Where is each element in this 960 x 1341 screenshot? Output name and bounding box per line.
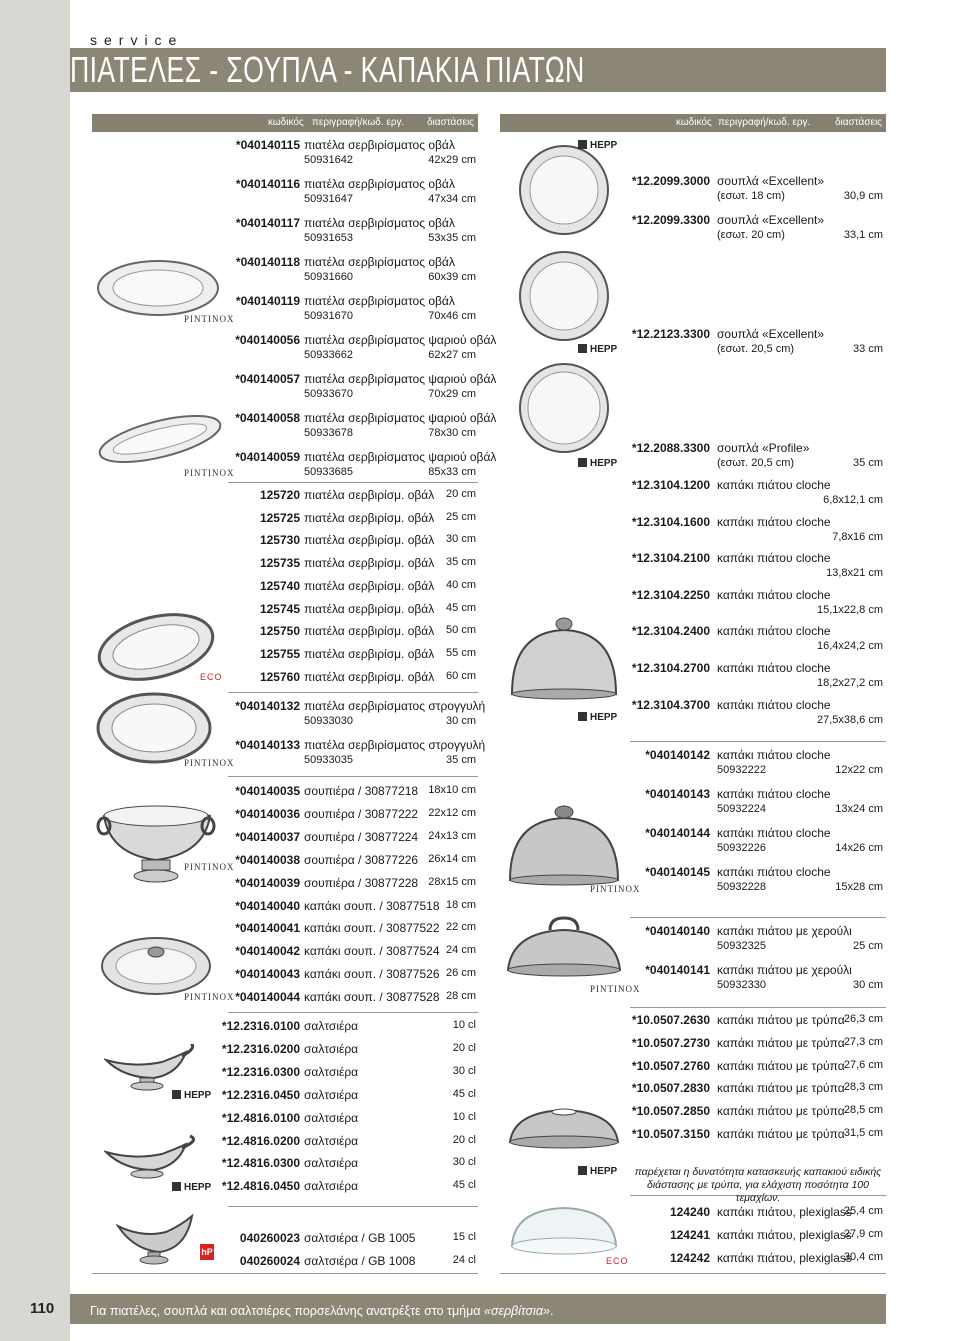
product-dim: 30 cm xyxy=(446,715,476,727)
product-dim: 15 cl xyxy=(452,1231,476,1243)
product-desc: καπάκι πιάτου με τρύπα xyxy=(717,1081,845,1096)
product-dim: 62x27 cm xyxy=(428,349,476,361)
product-dim: 20 cl xyxy=(452,1041,476,1054)
product-dim: 28,3 cm xyxy=(843,1081,883,1094)
product-sub: 50933678 xyxy=(304,427,353,439)
product-dim: 45 cl xyxy=(452,1179,476,1192)
hepp-mark-icon xyxy=(578,140,587,149)
product-desc: σαλτσιέρα / GB 1005 xyxy=(304,1231,416,1245)
product-dim: 26 cm xyxy=(446,967,476,980)
row-divider xyxy=(228,1012,478,1013)
product-desc: καπάκι πιάτου cloche xyxy=(717,826,831,840)
product-code: *12.2316.0300 xyxy=(221,1064,300,1079)
product-code: 040260024 xyxy=(239,1254,300,1268)
product-desc: καπάκι πιάτου με τρύπα xyxy=(717,1035,845,1050)
product-desc: σουπιέρα / 30877224 xyxy=(304,829,419,844)
hepp-mark-icon xyxy=(578,712,587,721)
product-desc: πιατέλα σερβιρίσμ. οβάλ xyxy=(304,533,435,548)
left-sidebar-band xyxy=(0,0,70,1341)
product-code: 125750 xyxy=(259,624,300,639)
col-desc-label: περιγραφή/κωδ. εργ. xyxy=(718,117,811,128)
hepp-mark-icon xyxy=(578,1166,587,1175)
product-code: 125735 xyxy=(259,556,300,571)
product-dim: 30,9 cm xyxy=(843,190,883,202)
product-dim: 30 cm xyxy=(446,533,476,546)
product-desc: πιατέλα σερβιρίσματος οβάλ xyxy=(304,255,455,269)
row-divider xyxy=(228,776,478,777)
product-code: *12.3104.1200 xyxy=(631,478,710,492)
product-desc: καπάκι πιάτου cloche xyxy=(717,587,831,602)
product-code: *12.2099.3300 xyxy=(631,213,710,227)
row-divider xyxy=(630,1007,886,1008)
product-code: *10.0507.3150 xyxy=(631,1127,710,1141)
product-desc: καπάκι σουπ. / 30877528 xyxy=(304,990,440,1005)
product-code: *12.2088.3300 xyxy=(631,441,710,455)
product-dim: 35 cm xyxy=(446,556,476,569)
product-desc: πιατέλα σερβιρίσμ. οβάλ xyxy=(304,624,435,639)
sauce-boat-image xyxy=(104,1044,196,1094)
product-code: *040140056 xyxy=(235,333,300,347)
product-dim: 13x24 cm xyxy=(835,803,883,815)
product-code: *10.0507.2630 xyxy=(631,1013,710,1027)
product-dim: 55 cm xyxy=(446,646,476,659)
product-desc: καπάκι πιάτου cloche xyxy=(717,697,831,712)
product-desc: καπάκι σουπ. / 30877522 xyxy=(304,921,440,936)
product-dim: 26,3 cm xyxy=(843,1013,883,1025)
product-desc: καπάκι πιάτου cloche xyxy=(717,748,831,762)
product-code: *12.3104.2400 xyxy=(631,624,710,639)
hepp-logo xyxy=(578,712,617,723)
product-desc: πιατέλα σερβιρίσματος ψαριού οβάλ xyxy=(304,333,497,347)
product-dim: 47x34 cm xyxy=(428,193,476,205)
product-dim: 33 cm xyxy=(853,343,883,355)
row-divider xyxy=(92,1273,478,1274)
footer-note xyxy=(90,1304,553,1318)
product-dim: 53x35 cm xyxy=(428,232,476,244)
product-sub: 50933035 xyxy=(304,754,353,766)
product-dim: 15,1x22,8 cm xyxy=(816,603,883,616)
product-dim: 30 cl xyxy=(452,1156,476,1169)
product-desc: καπάκι πιάτου cloche xyxy=(717,787,831,801)
pintinox-logo: PINTINOX xyxy=(184,468,235,478)
product-code: *040140119 xyxy=(235,294,300,308)
product-dim: 27,3 cm xyxy=(843,1035,883,1048)
product-desc: πιατέλα σερβιρίσματος οβάλ xyxy=(304,216,455,230)
product-code: *040140040 xyxy=(235,898,300,913)
hepp-mark-icon xyxy=(578,458,587,467)
product-sub: (εσωτ. 20,5 cm) xyxy=(717,343,795,355)
product-desc: σαλτσιέρα xyxy=(304,1156,359,1171)
eco-logo: ECO xyxy=(200,672,223,682)
product-code: *040140044 xyxy=(235,990,300,1005)
product-dim: 33,1 cm xyxy=(843,229,883,241)
hepp-logo xyxy=(578,344,617,355)
hp-logo: hP xyxy=(200,1244,214,1260)
product-desc: σουπιέρα / 30877218 xyxy=(304,784,419,798)
product-desc: καπάκι πιάτου cloche xyxy=(717,624,831,639)
col-code-label: κωδικός xyxy=(676,117,712,128)
product-desc: πιατέλα σερβιρίσματος στρογγυλή xyxy=(304,699,486,713)
product-sub: 50932330 xyxy=(717,979,766,991)
hepp-label: HEPP xyxy=(184,1182,212,1193)
product-code: *040140035 xyxy=(235,784,300,798)
product-desc: πιατέλα σερβιρίσματος οβάλ xyxy=(304,294,455,308)
product-code: 125755 xyxy=(259,646,300,661)
product-code: *040140057 xyxy=(235,372,300,386)
product-desc: πιατέλα σερβιρίσμ. οβάλ xyxy=(304,510,435,525)
product-code: *040140145 xyxy=(645,865,710,879)
product-desc: πιατέλα σερβιρίσματος οβάλ xyxy=(304,138,455,152)
product-code: *040140140 xyxy=(645,924,710,938)
hole-cover-note: παρέχεται η δυνατότητα κατασκευής καπακιού ειδικής διάστασης με τρύπα, για ελάχιστη ποσότητα 100 τεμαχίων. xyxy=(634,1166,882,1204)
product-code: *12.4816.0450 xyxy=(221,1179,300,1194)
product-desc: πιατέλα σερβιρίσμ. οβάλ xyxy=(304,488,435,502)
product-dim: 50 cm xyxy=(446,624,476,637)
product-desc: καπάκι σουπ. / 30877524 xyxy=(304,944,440,959)
product-desc: πιατέλα σερβιρίσμ. οβάλ xyxy=(304,669,435,684)
product-code: *040140144 xyxy=(645,826,710,840)
product-dim: 28,5 cm xyxy=(843,1104,883,1117)
product-desc: καπάκι πιάτου με τρύπα xyxy=(717,1013,845,1027)
product-code: 125745 xyxy=(259,601,300,616)
product-dim: 26x14 cm xyxy=(428,852,476,865)
product-desc: σαλτσιέρα xyxy=(304,1179,359,1194)
section-label: service xyxy=(90,32,184,48)
row-divider xyxy=(228,1206,478,1207)
product-code: *10.0507.2830 xyxy=(631,1081,710,1096)
pintinox-logo: PINTINOX xyxy=(184,862,235,872)
product-code: 125720 xyxy=(259,488,300,502)
hepp-logo xyxy=(578,140,617,151)
product-desc: καπάκι πιάτου με χερούλι xyxy=(717,924,852,938)
row-divider xyxy=(228,692,478,693)
product-code: *12.3104.2100 xyxy=(631,551,710,566)
product-dim: 35 cm xyxy=(853,457,883,469)
product-code: *040140058 xyxy=(235,411,300,425)
product-dim: 14x26 cm xyxy=(835,842,883,854)
pintinox-logo: PINTINOX xyxy=(184,992,235,1002)
product-code: 124240 xyxy=(669,1205,710,1219)
product-code: *040140041 xyxy=(235,921,300,936)
product-desc: καπάκι πιάτου, plexiglass xyxy=(717,1205,852,1219)
row-divider xyxy=(630,741,886,742)
hepp-logo xyxy=(578,458,617,469)
product-desc: πιατέλα σερβιρίσμ. οβάλ xyxy=(304,646,435,661)
product-code: *040140037 xyxy=(235,829,300,844)
row-divider xyxy=(228,482,478,483)
row-divider xyxy=(500,1273,886,1274)
product-sub: 50931642 xyxy=(304,154,353,166)
product-sub: (εσωτ. 18 cm) xyxy=(717,190,785,202)
product-code: *12.3104.3700 xyxy=(631,697,710,712)
product-sub: 50931647 xyxy=(304,193,353,205)
product-desc: πιατέλα σερβιρίσματος ψαριού οβάλ xyxy=(304,372,497,386)
pintinox-logo: PINTINOX xyxy=(184,314,235,324)
product-dim: 85x33 cm xyxy=(428,466,476,478)
product-dim: 25,4 cm xyxy=(843,1205,883,1217)
hepp-label: HEPP xyxy=(184,1090,212,1101)
product-desc: σαλτσιέρα xyxy=(304,1064,359,1079)
product-desc: πιατέλα σερβιρίσματος στρογγυλή xyxy=(304,738,486,752)
product-code: 124242 xyxy=(669,1251,710,1265)
product-code: *040140141 xyxy=(645,963,710,977)
product-sub: (εσωτ. 20 cm) xyxy=(717,229,785,241)
product-sub: 50932222 xyxy=(717,764,766,776)
product-code: *040140117 xyxy=(235,216,300,230)
product-code: *040140143 xyxy=(645,787,710,801)
product-sub: 50932224 xyxy=(717,803,766,815)
col-dims-label: διαστάσεις xyxy=(426,117,474,128)
product-sub: 50933670 xyxy=(304,388,353,400)
product-sub: 50931660 xyxy=(304,271,353,283)
product-code: *12.3104.2700 xyxy=(631,661,710,675)
product-dim: 18,2x27,2 cm xyxy=(816,677,883,689)
product-desc: καπάκι σουπ. / 30877526 xyxy=(304,967,440,982)
product-dim: 60 cm xyxy=(446,669,476,682)
product-dim: 25 cm xyxy=(853,940,883,952)
product-code: *12.2099.3000 xyxy=(631,174,710,188)
product-dim: 31,5 cm xyxy=(843,1127,883,1139)
product-dim: 30,4 cm xyxy=(843,1251,883,1263)
product-desc: καπάκι σουπ. / 30877518 xyxy=(304,898,440,913)
product-desc: καπάκι πιάτου cloche xyxy=(717,865,831,879)
product-dim: 35 cm xyxy=(446,754,476,766)
product-dim: 70x29 cm xyxy=(428,388,476,400)
product-sub: 50932325 xyxy=(717,940,766,952)
product-desc: σουπιέρα / 30877222 xyxy=(304,806,419,821)
product-desc: πιατέλα σερβιρίσμ. οβάλ xyxy=(304,601,435,616)
product-dim: 27,5x38,6 cm xyxy=(816,713,883,726)
product-desc: σουπλά «Excellent» xyxy=(717,213,825,227)
product-code: *12.4816.0100 xyxy=(221,1110,300,1125)
product-desc: καπάκι πιάτου με τρύπα xyxy=(717,1058,845,1073)
product-desc: σαλτσιέρα xyxy=(304,1133,359,1148)
hepp-mark-icon xyxy=(578,344,587,353)
product-desc: σουπιέρα / 30877226 xyxy=(304,852,419,867)
product-code: 040260023 xyxy=(239,1231,300,1245)
product-code: *10.0507.2760 xyxy=(631,1058,710,1073)
page-number: 110 xyxy=(30,1300,55,1317)
product-dim: 27,9 cm xyxy=(843,1228,883,1240)
product-desc: πιατέλα σερβιρίσματος ψαριού οβάλ xyxy=(304,450,497,464)
product-code: 125730 xyxy=(259,533,300,548)
right-column-header xyxy=(500,114,886,132)
product-code: 125740 xyxy=(259,578,300,593)
product-dim: 10 cl xyxy=(452,1019,476,1031)
product-desc: σαλτσιέρα xyxy=(304,1087,359,1102)
pintinox-logo: PINTINOX xyxy=(184,758,235,768)
product-desc: σουπλά «Excellent» xyxy=(717,327,825,341)
product-dim: 18 cm xyxy=(446,898,476,911)
product-dim: 25 cm xyxy=(446,510,476,523)
product-desc: καπάκι πιάτου cloche xyxy=(717,478,831,492)
product-code: *12.3104.2250 xyxy=(631,587,710,602)
product-dim: 40 cm xyxy=(446,578,476,591)
product-desc: καπάκι πιάτου, plexiglass xyxy=(717,1251,852,1265)
product-dim: 20 cm xyxy=(446,488,476,500)
product-code: *12.3104.1600 xyxy=(631,514,710,529)
product-dim: 42x29 cm xyxy=(428,154,476,166)
product-desc: σουπλά «Profile» xyxy=(717,441,810,455)
product-sub: (εσωτ. 20,5 cm) xyxy=(717,457,795,469)
left-column-header xyxy=(92,114,478,132)
product-code: *040140036 xyxy=(235,806,300,821)
product-sub: 50933662 xyxy=(304,349,353,361)
product-dim: 45 cm xyxy=(446,601,476,614)
product-desc: σουπιέρα / 30877228 xyxy=(304,875,419,890)
product-code: *040140133 xyxy=(235,738,300,752)
product-dim: 13,8x21 cm xyxy=(826,567,883,580)
product-dim: 60x39 cm xyxy=(428,271,476,283)
product-dim: 70x46 cm xyxy=(428,310,476,322)
product-code: *040140118 xyxy=(235,255,300,269)
product-code: *040140132 xyxy=(235,699,300,713)
pintinox-logo: PINTINOX xyxy=(590,884,641,894)
product-code: *040140059 xyxy=(235,450,300,464)
product-code: *040140043 xyxy=(235,967,300,982)
col-dims-label: διαστάσεις xyxy=(834,117,882,128)
product-code: *040140039 xyxy=(235,875,300,890)
product-dim: 30 cm xyxy=(853,979,883,991)
product-sub: 50932226 xyxy=(717,842,766,854)
product-desc: πιατέλα σερβιρίσμ. οβάλ xyxy=(304,556,435,571)
product-desc: πιατέλα σερβιρίσματος ψαριού οβάλ xyxy=(304,411,497,425)
product-code: *12.2123.3300 xyxy=(631,327,710,341)
product-code: *12.2316.0100 xyxy=(221,1019,300,1033)
product-dim: 15x28 cm xyxy=(835,881,883,893)
hepp-label: HEPP xyxy=(590,1166,618,1177)
product-dim: 18x10 cm xyxy=(428,784,476,796)
product-code: *040140142 xyxy=(645,748,710,762)
product-dim: 22x12 cm xyxy=(428,806,476,819)
footer-note-text: Για πιατέλες, σουπλά και σαλτσιέρες πορσελάνης ανατρέξτε στο τμήμα xyxy=(90,1304,484,1318)
sauce-boat-image xyxy=(116,1208,200,1268)
row-divider xyxy=(630,917,886,918)
hepp-mark-icon xyxy=(172,1182,181,1191)
product-sub: 50933030 xyxy=(304,715,353,727)
product-code: *12.2316.0450 xyxy=(221,1087,300,1102)
product-dim: 30 cl xyxy=(452,1064,476,1077)
product-code: 125760 xyxy=(259,669,300,684)
product-desc: σαλτσιέρα / GB 1008 xyxy=(304,1254,416,1268)
product-code: *040140115 xyxy=(235,138,300,152)
hepp-mark-icon xyxy=(172,1090,181,1099)
product-desc: σαλτσιέρα xyxy=(304,1110,359,1125)
page-title: ΠΙΑΤΕΛΕΣ - ΣΟΥΠΛΑ - ΚΑΠΑΚΙΑ ΠΙΑΤΩΝ xyxy=(70,49,585,90)
product-dim: 28 cm xyxy=(446,990,476,1003)
product-desc: καπάκι πιάτου με τρύπα xyxy=(717,1127,845,1141)
product-desc: καπάκι πιάτου με χερούλι xyxy=(717,963,852,977)
sauce-boat-image xyxy=(104,1134,196,1184)
product-code: 124241 xyxy=(669,1228,710,1242)
product-desc: καπάκι πιάτου cloche xyxy=(717,661,831,675)
product-sub: 50931653 xyxy=(304,232,353,244)
product-dim: 24 cl xyxy=(452,1254,476,1266)
product-dim: 28x15 cm xyxy=(428,875,476,888)
product-code: *040140116 xyxy=(235,177,300,191)
product-dim: 12x22 cm xyxy=(835,764,883,776)
hepp-label: HEPP xyxy=(590,344,618,355)
product-dim: 24x13 cm xyxy=(428,829,476,842)
product-desc: σουπλά «Excellent» xyxy=(717,174,825,188)
product-code: *10.0507.2730 xyxy=(631,1035,710,1050)
product-dim: 6,8x12,1 cm xyxy=(823,494,883,506)
product-desc: καπάκι πιάτου cloche xyxy=(717,514,831,529)
product-code: *040140042 xyxy=(235,944,300,959)
footer-note-suffix: . xyxy=(549,1304,554,1318)
hepp-label: HEPP xyxy=(590,140,618,151)
product-sub: 50931670 xyxy=(304,310,353,322)
product-sub: 50933685 xyxy=(304,466,353,478)
tureen-lid-image xyxy=(100,928,216,998)
product-dim: 10 cl xyxy=(452,1110,476,1123)
product-dim: 22 cm xyxy=(446,921,476,934)
product-dim: 45 cl xyxy=(452,1087,476,1100)
product-dim: 16,4x24,2 cm xyxy=(816,640,883,653)
product-code: *12.4816.0300 xyxy=(221,1156,300,1171)
product-dim: 27,6 cm xyxy=(843,1058,883,1071)
hepp-label: HEPP xyxy=(590,458,618,469)
product-desc: καπάκι πιάτου cloche xyxy=(717,551,831,566)
footer-note-link[interactable]: «σερβίτσια» xyxy=(484,1304,550,1318)
product-dim: 78x30 cm xyxy=(428,427,476,439)
product-code: *12.4816.0200 xyxy=(221,1133,300,1148)
pintinox-logo: PINTINOX xyxy=(590,984,641,994)
product-desc: σαλτσιέρα xyxy=(304,1019,359,1033)
product-desc: πιατέλα σερβιρίσμ. οβάλ xyxy=(304,578,435,593)
col-desc-label: περιγραφή/κωδ. εργ. xyxy=(312,117,405,128)
product-dim: 20 cl xyxy=(452,1133,476,1146)
product-desc: πιατέλα σερβιρίσματος οβάλ xyxy=(304,177,455,191)
product-desc: καπάκι πιάτου με τρύπα xyxy=(717,1104,845,1119)
product-code: *12.2316.0200 xyxy=(221,1041,300,1056)
product-desc: καπάκι πιάτου, plexiglass xyxy=(717,1228,852,1242)
product-dim: 7,8x16 cm xyxy=(832,530,883,543)
product-desc: σαλτσιέρα xyxy=(304,1041,359,1056)
product-code: 125725 xyxy=(259,510,300,525)
hepp-logo xyxy=(578,1166,617,1177)
product-code: *10.0507.2850 xyxy=(631,1104,710,1119)
hepp-label: HEPP xyxy=(590,712,618,723)
product-sub: 50932228 xyxy=(717,881,766,893)
product-code: *040140038 xyxy=(235,852,300,867)
col-code-label: κωδικός xyxy=(268,117,304,128)
product-dim: 24 cm xyxy=(446,944,476,957)
eco-logo: ECO xyxy=(606,1256,629,1266)
